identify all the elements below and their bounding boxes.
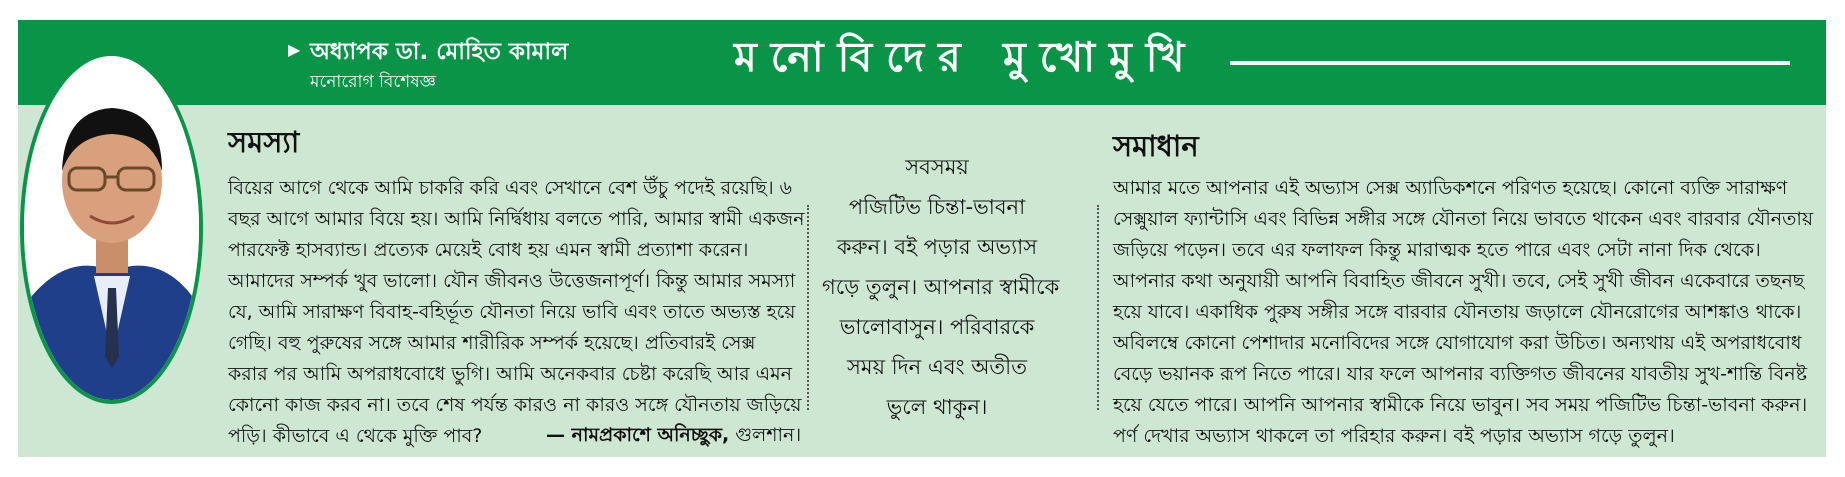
author-role: মনোরোগ বিশেষজ্ঞ [310,72,436,92]
solution-line: আপনার কথা অনুযায়ী আপনি বিবাহিত জীবনে সুখী। তবে, সেই সুখী জীবন একেবারে তছনছ [1113,270,1805,292]
solution-heading: সমাধান [1113,129,1199,163]
problem-line: বিয়ের আগে থেকে আমি চাকরি করি এবং সেখানে বেশ উঁচু পদেই রয়েছি। ৬ [228,177,793,199]
problem-signature [546,421,801,453]
pull-quote [822,147,1060,427]
problem-line: পারফেক্ট হাসব্যান্ড। প্রত্যেক মেয়েই বোধ হয় এমন স্বামী প্রত্যাশা করেন। [228,239,749,261]
column-title: মনোবিদের মুখোমুখি [734,33,1199,81]
solution-line: হয়ে যেতে পারে। আপনি আপনার স্বামীকে নিয়ে ভাবুন। সব সময় পজিটিভ চিন্তা-ভাবনা করুন। [1113,394,1808,416]
quote-line: করুন। বই পড়ার অভ্যাস [836,235,1038,259]
quote-line: সময় দিন এবং অতীত [847,355,1027,379]
quote-line: পজিটিভ চিন্তা-ভাবনা [848,195,1026,219]
problem-line: করার পর আমি অপরাধবোধে ভুগি। আমি অনেকবার চেষ্টা করেছি আর এমন [228,363,792,385]
solution-text [1113,173,1813,452]
solution-line: জড়িয়ে পড়েন। তবে এর ফলাফল কিন্তু মারাত্মক হতে পারে এবং সেটা নানা দিক থেকে। [1113,239,1761,261]
problem-line: আমাদের সম্পর্ক খুব ভালো। যৌন জীবনও উত্তেজনাপূর্ণ। কিন্তু আমার সমস্যা [228,270,796,292]
solution-line: হয়ে যাবে। একাধিক পুরুষ সঙ্গীর সঙ্গে বারবার যৌনতায় জড়ালে যৌনরোগের আশঙ্কাও থাকে। [1113,301,1802,323]
signature-name: — নামপ্রকাশে অনিচ্ছুক, [546,424,730,446]
signature-place: গুলশান। [729,424,802,446]
problem-line: গেছি। বহু পুরুষের সঙ্গে আমার শারীরিক সম্পর্ক হয়েছে। প্রতিবারই সেক্স [228,332,756,354]
problem-line: পড়ি। কীভাবে এ থেকে মুক্তি পাব? [228,425,483,447]
problem-line: যে, আমি সারাক্ষণ বিবাহ-বহির্ভূত যৌনতা নিয়ে ভাবি এবং তাতে অভ্যস্ত হয়ে [228,301,796,323]
quote-line: গড়ে তুলুন। আপনার স্বামীকে [822,275,1060,299]
title-rule [1230,61,1790,65]
quote-line: ভুলে থাকুন। [886,395,988,419]
quote-line: সবসময় [905,155,969,179]
solution-line: অবিলম্বে কোনো পেশাদার মনোবিদের সঙ্গে যোগাযোগ করা উচিত। অন্যথায় এই অপরাধবোধ [1113,332,1802,354]
problem-line: বছর আগে আমার বিয়ে হয়। আমি নির্দ্বিধায় বলতে পারি, আমার স্বামী একজন [228,208,805,230]
solution-line: সেক্সুয়াল ফ্যান্টাসি এবং বিভিন্ন সঙ্গীর সঙ্গে যৌনতা নিয়ে ভাবতে থাকেন এবং বারবার যৌনতায় [1113,208,1814,230]
author-photo [20,52,203,404]
quote-line: ভালোবাসুন। পরিবারকে [839,315,1035,339]
portrait-image [24,56,199,400]
problem-line: কোনো কাজ করব না। তবে শেষ পর্যন্ত কারও না কারও সঙ্গে যৌনতায় জড়িয়ে [228,394,802,416]
problem-text [228,173,804,452]
solution-line: বেড়ে ভয়ানক রূপ নিতে পারে। যার ফলে আপনার ব্যক্তিগত জীবনের যাবতীয় সুখ-শান্তি বিনষ্ট [1113,363,1808,385]
solution-line: পর্ণ দেখার অভ্যাস থাকলে তা পরিহার করুন। বই পড়ার অভ্যাস গড়ে তুলুন। [1113,425,1675,447]
author-name: অধ্যাপক ডা. মোহিত কামাল [310,39,569,65]
triangle-right-icon: ▶ [288,40,301,59]
solution-line: আমার মতে আপনার এই অভ্যাস সেক্স অ্যাডিকশনে পরিণত হয়েছে। কোনো ব্যক্তি সারাক্ষণ [1113,177,1788,199]
problem-heading: সমস্যা [228,125,300,159]
column-divider [1097,205,1099,410]
column-divider [807,205,809,410]
